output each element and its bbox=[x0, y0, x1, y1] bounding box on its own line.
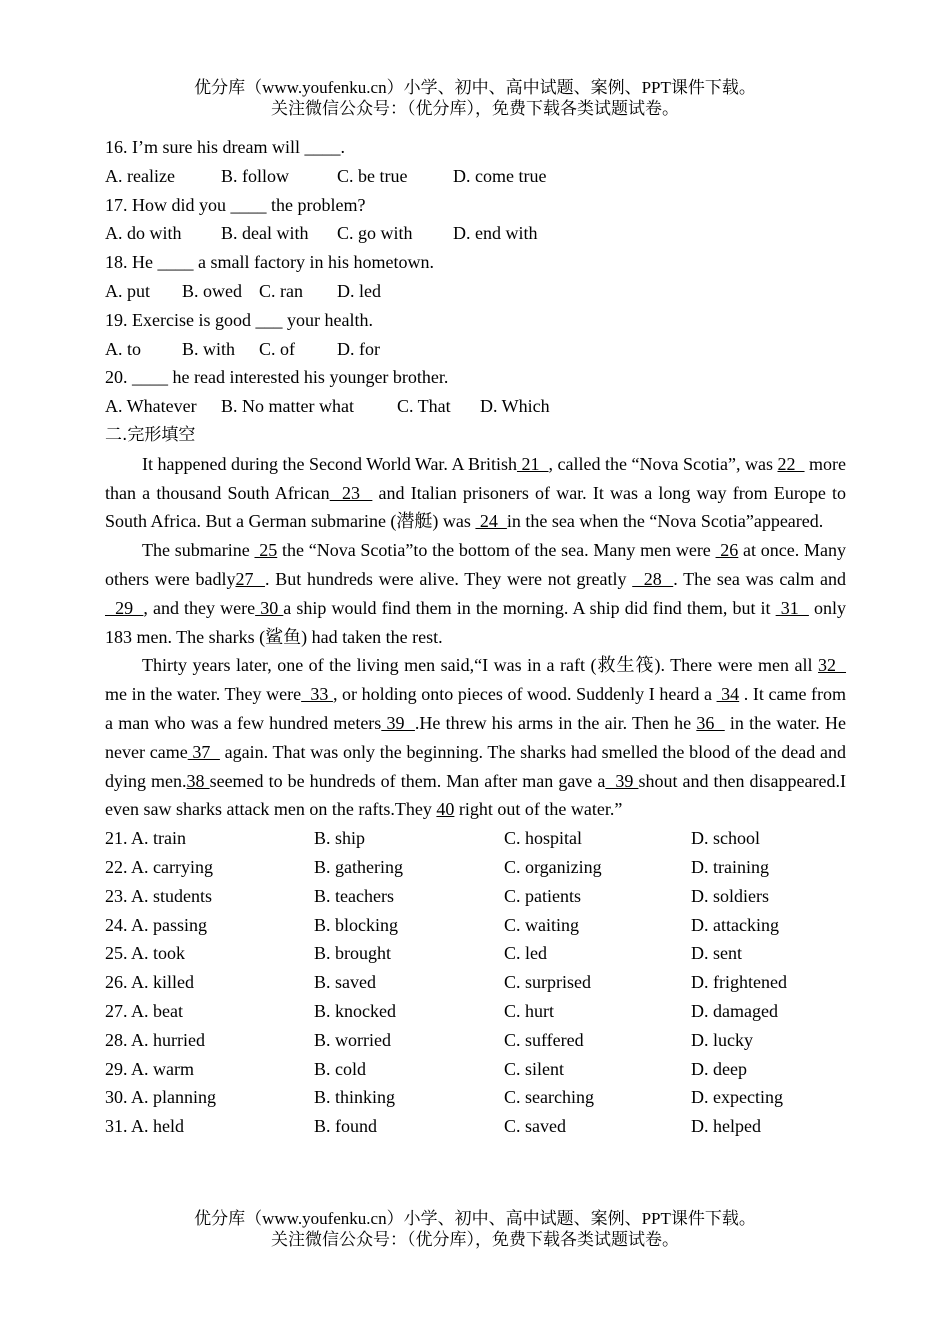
text: Thirty years later, one of the living men said,“I was in a raft (救生筏). There were men all bbox=[142, 655, 819, 676]
blank-32: 32 bbox=[818, 655, 847, 676]
choice-row-26 bbox=[105, 968, 846, 997]
choice-b: B. gathering bbox=[314, 856, 403, 877]
question-stem: 16. I’m sure his dream will ____. bbox=[105, 137, 345, 157]
choice-b: B. knocked bbox=[314, 1000, 396, 1021]
question-stem: 20. ____ he read interested his younger brother. bbox=[105, 367, 449, 388]
text: at once. Many others were badly bbox=[105, 540, 846, 589]
blank-38: 38 bbox=[186, 770, 210, 791]
text: , or holding onto pieces of wood. Suddenly I heard a bbox=[332, 684, 717, 705]
blank-23: 23 bbox=[329, 482, 373, 503]
choice-d: D. helped bbox=[691, 1116, 761, 1137]
blank-33: 33 bbox=[301, 684, 333, 705]
blank-37: 37 bbox=[187, 741, 220, 762]
choice-d: D. school bbox=[691, 828, 760, 849]
choice-b: B. worried bbox=[314, 1029, 391, 1050]
blank-27: 27 bbox=[235, 568, 265, 589]
blank-30: 30 bbox=[255, 597, 284, 618]
section-title-cloze: 二.完形填空 bbox=[105, 424, 196, 445]
choice-row-23 bbox=[105, 882, 846, 911]
choice-c: C. surprised bbox=[504, 972, 591, 993]
text: . The sea was calm and bbox=[673, 568, 847, 589]
choice-a: 29. A. warm bbox=[105, 1058, 194, 1079]
choice-c: C. led bbox=[504, 943, 547, 964]
paragraph-1 bbox=[105, 450, 846, 536]
text: . It came from a man who was a few hundred meters bbox=[105, 684, 847, 733]
option-a: A. Whatever bbox=[105, 396, 197, 417]
paragraph-2 bbox=[105, 536, 846, 651]
choice-d: D. lucky bbox=[691, 1029, 753, 1050]
option-c: C. of bbox=[259, 338, 295, 359]
choice-c: C. silent bbox=[504, 1058, 565, 1079]
option-c: C. That bbox=[397, 396, 451, 417]
choice-a: 23. A. students bbox=[105, 885, 213, 906]
text: only 183 men. The sharks (鲨鱼) had taken the rest. bbox=[105, 597, 847, 647]
question-19 bbox=[105, 306, 846, 364]
blank-35: 39 bbox=[381, 712, 415, 733]
question-stem: 17. How did you ____ the problem? bbox=[105, 194, 366, 215]
choice-d: D. deep bbox=[691, 1058, 747, 1079]
blank-39: 39 bbox=[605, 770, 639, 791]
option-d: D. end with bbox=[453, 223, 538, 244]
question-options bbox=[105, 219, 846, 248]
question-options bbox=[105, 335, 846, 364]
option-b: B. No matter what bbox=[221, 396, 354, 417]
text: again. That was only the beginning. The sharks had smelled the blood of the dead and dying men. bbox=[105, 741, 846, 791]
option-c: C. go with bbox=[337, 223, 413, 244]
blank-40: 40 bbox=[436, 799, 455, 820]
cloze-passage bbox=[105, 450, 846, 824]
choice-row-28 bbox=[105, 1026, 846, 1055]
choice-row-27 bbox=[105, 997, 846, 1026]
choice-a: 30. A. planning bbox=[105, 1087, 216, 1108]
question-stem: 18. He ____ a small factory in his hometown. bbox=[105, 252, 434, 273]
blank-31: 31 bbox=[775, 597, 809, 618]
document-body bbox=[105, 133, 846, 1141]
choice-c: C. waiting bbox=[504, 914, 579, 935]
option-a: A. do with bbox=[105, 223, 182, 244]
choice-row-29 bbox=[105, 1055, 846, 1084]
blank-24: 24 bbox=[475, 511, 507, 532]
blank-21: 21 bbox=[516, 453, 549, 474]
choice-c: C. hospital bbox=[504, 828, 583, 849]
text: more than a thousand South African bbox=[105, 453, 847, 503]
choice-a: 22. A. carrying bbox=[105, 856, 213, 877]
text: It happened during the Second World War. A British bbox=[142, 453, 517, 474]
text: , called the “Nova Scotia”, was bbox=[548, 453, 778, 474]
page-header bbox=[0, 77, 950, 119]
blank-28: 28 bbox=[632, 568, 674, 589]
footer-line-1: 优分库（www.youfenku.cn）小学、初中、高中试题、案例、PPT课件下载。 bbox=[194, 1209, 756, 1228]
option-b: B. deal with bbox=[221, 223, 309, 244]
option-a: A. put bbox=[105, 280, 150, 301]
choice-row-22 bbox=[105, 853, 846, 882]
option-a: A. realize bbox=[105, 165, 175, 186]
page-footer bbox=[0, 1208, 950, 1250]
question-stem: 19. Exercise is good ___ your health. bbox=[105, 309, 373, 330]
blank-25: 25 bbox=[254, 540, 278, 561]
choice-d: D. frightened bbox=[691, 972, 787, 993]
blank-22: 22 bbox=[777, 453, 805, 474]
question-20 bbox=[105, 363, 846, 421]
choice-c: C. searching bbox=[504, 1087, 594, 1108]
choice-c: C. suffered bbox=[504, 1029, 584, 1050]
option-d: D. led bbox=[337, 280, 381, 301]
option-d: D. Which bbox=[480, 396, 550, 417]
choice-c: C. saved bbox=[504, 1116, 566, 1137]
text: and Italian prisoners of war. It was a long way from Europe to South Africa. But a German submarine (潜艇) was bbox=[105, 482, 847, 532]
choice-a: 26. A. killed bbox=[105, 972, 194, 993]
text: in the water. He never came bbox=[105, 712, 846, 762]
text: The submarine bbox=[142, 540, 255, 561]
question-options bbox=[105, 277, 846, 306]
choice-a: 28. A. hurried bbox=[105, 1029, 205, 1050]
choice-b: B. found bbox=[314, 1116, 377, 1137]
choice-b: B. blocking bbox=[314, 914, 398, 935]
blank-26: 26 bbox=[715, 540, 739, 561]
text: a ship would find them in the morning. A ship did find them, but it bbox=[283, 597, 776, 618]
choice-c: C. organizing bbox=[504, 856, 602, 877]
choice-c: C. patients bbox=[504, 885, 581, 906]
question-16 bbox=[105, 133, 846, 191]
text: . But hundreds were alive. They were not greatly bbox=[264, 568, 633, 589]
footer-line-2: 关注微信公众号：（优分库），免费下载各类试题试卷。 bbox=[271, 1230, 679, 1249]
header-line-2: 关注微信公众号：（优分库），免费下载各类试题试卷。 bbox=[271, 99, 679, 118]
choice-d: D. attacking bbox=[691, 914, 779, 935]
choice-a: 25. A. took bbox=[105, 943, 186, 964]
choice-row-24 bbox=[105, 911, 846, 940]
choice-d: D. sent bbox=[691, 943, 742, 964]
text: in the sea when the “Nova Scotia”appeared. bbox=[506, 511, 824, 532]
text: , and they were bbox=[143, 597, 256, 618]
question-18 bbox=[105, 248, 846, 306]
choice-b: B. thinking bbox=[314, 1087, 396, 1108]
choice-d: D. soldiers bbox=[691, 885, 769, 906]
blank-34: 34 bbox=[716, 684, 740, 705]
choice-d: D. training bbox=[691, 856, 769, 877]
choice-row-31 bbox=[105, 1112, 846, 1141]
question-17 bbox=[105, 191, 846, 249]
option-d: D. come true bbox=[453, 165, 547, 186]
choice-d: D. damaged bbox=[691, 1000, 778, 1021]
option-d: D. for bbox=[337, 338, 380, 359]
choice-c: C. hurt bbox=[504, 1000, 555, 1021]
text: the “Nova Scotia”to the bottom of the sea. Many men were bbox=[277, 540, 716, 561]
choice-a: 31. A. held bbox=[105, 1116, 184, 1137]
choice-a: 27. A. beat bbox=[105, 1000, 183, 1021]
choice-row-30 bbox=[105, 1083, 846, 1112]
choice-b: B. teachers bbox=[314, 885, 394, 906]
choice-b: B. saved bbox=[314, 972, 376, 993]
text: .He threw his arms in the air. Then he bbox=[414, 712, 697, 733]
choice-b: B. brought bbox=[314, 943, 392, 964]
option-b: B. follow bbox=[221, 165, 290, 186]
choice-a: 24. A. passing bbox=[105, 914, 208, 935]
question-options bbox=[105, 392, 846, 421]
text: me in the water. They were bbox=[105, 684, 302, 705]
question-options bbox=[105, 162, 846, 191]
choice-d: D. expecting bbox=[691, 1087, 783, 1108]
option-b: B. owed bbox=[182, 280, 242, 301]
text: right out of the water.” bbox=[454, 799, 623, 820]
text: seemed to be hundreds of them. Man after man gave a bbox=[209, 770, 606, 791]
option-c: C. ran bbox=[259, 280, 303, 301]
option-c: C. be true bbox=[337, 165, 408, 186]
choice-b: B. ship bbox=[314, 828, 366, 849]
choice-a: 21. A. train bbox=[105, 828, 186, 849]
option-a: A. to bbox=[105, 338, 141, 359]
blank-29: 29 bbox=[105, 597, 144, 618]
choice-b: B. cold bbox=[314, 1058, 366, 1079]
text: shout and then disappeared.I even saw sharks attack men on the rafts.They bbox=[105, 770, 847, 820]
option-b: B. with bbox=[182, 338, 236, 359]
paragraph-3 bbox=[105, 651, 846, 824]
blank-36: 36 bbox=[696, 712, 725, 733]
cloze-choices bbox=[105, 824, 846, 1141]
header-line-1: 优分库（www.youfenku.cn）小学、初中、高中试题、案例、PPT课件下载。 bbox=[194, 78, 756, 97]
choice-row-21 bbox=[105, 824, 846, 853]
choice-row-25 bbox=[105, 939, 846, 968]
